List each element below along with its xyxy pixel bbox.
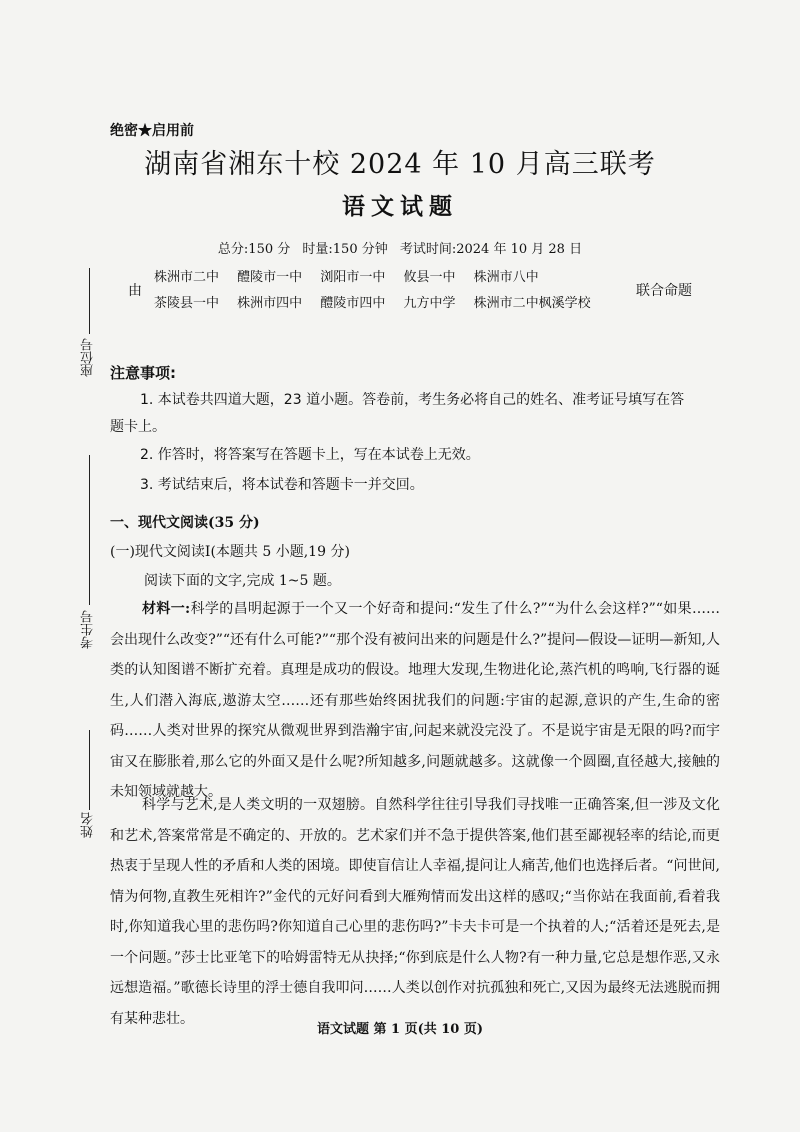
notice-item-3 — [110, 472, 720, 499]
material-paragraph-2 — [110, 790, 720, 1034]
section-heading: 一、现代文阅读(35 分) — [110, 515, 260, 531]
school-name: 株洲市四中 — [237, 296, 303, 311]
school-name: 九方中学 — [403, 296, 456, 311]
school-name: 浏阳市一中 — [320, 270, 386, 285]
reading-instruction: 阅读下面的文字,完成 1~5 题。 — [144, 573, 341, 589]
exam-date: 考试时间:2024 年 10 月 28 日 — [399, 242, 583, 257]
name-line — [89, 730, 90, 810]
seat-number-line — [89, 268, 90, 334]
paragraph-text: 科学的昌明起源于一个又一个好奇和提问:“发生了什么?”“为什么会这样?”“如果……会出现什么改变?”“还有什么可能?”“那个没有被问出来的问题是什么?”提问—假设—证明—新知,人类的认知图谱不断扩充着。真理是成功的假设。地理大发现,生物进化论,蒸汽机的鸣响,飞行器的诞生,人们潜入海底,遨游太空……还有那些始终困扰我们的问题:宇宙的起源,意识的产生,生命的密码……人类对世界的探究从微观世界到浩瀚宇宙,问起来就没完没了。不是说宇宙是无限的吗?而宇宙又在膨胀着,那么它的外面又是什么呢?所知越多,问题就越多。这就像一个圆圈,直径越大,接触的未知领域就越大。 — [110, 601, 721, 800]
notice-text: 题卡上。 — [110, 419, 166, 435]
school-name: 醴陵市四中 — [320, 296, 386, 311]
duration: 时量:150 分钟 — [302, 242, 388, 257]
notice-item-2 — [110, 442, 720, 469]
notice-text: 2. 作答时，将答案写在答题卡上，写在本试卷上无效。 — [140, 447, 480, 463]
subsection-heading: (一)现代文阅读Ⅰ(本题共 5 小题,19 分) — [110, 544, 350, 560]
school-row-1 — [154, 266, 553, 285]
seat-number-label: 座位号 — [81, 338, 96, 377]
notice-text: 3. 考试结束后，将本试卷和答题卡一并交回。 — [140, 477, 424, 493]
exam-info — [0, 238, 800, 257]
material-paragraph-1 — [110, 594, 720, 808]
page-footer: 语文试题 第 1 页(共 10 页) — [316, 1022, 484, 1037]
exam-number-line — [89, 455, 90, 605]
notice-heading: 注意事项: — [110, 364, 176, 382]
secret-label: 绝密★启用前 — [110, 123, 194, 139]
school-name: 株洲市二中 — [154, 270, 220, 285]
notice-text: 1. 本试卷共四道大题，23 道小题。答卷前，考生务必将自己的姓名、准考证号填写在答 — [140, 392, 685, 408]
exam-number-label: 考生号 — [81, 610, 96, 649]
school-name: 茶陵县一中 — [154, 296, 220, 311]
exam-subject: 语文试题 — [342, 193, 458, 220]
material-label: 材料一: — [142, 601, 191, 617]
school-name: 株洲市二中枫溪学校 — [473, 296, 591, 311]
name-label: 姓名 — [81, 812, 96, 838]
school-name: 醴陵市一中 — [237, 270, 303, 285]
total-score: 总分:150 分 — [217, 242, 291, 257]
paragraph-text: 科学与艺术,是人类文明的一双翅膀。自然科学往往引导我们寻找唯一正确答案,但一涉及文化和艺术,答案常常是不确定的、开放的。艺术家们并不急于提供答案,他们甚至鄙视轻率的结论,而更热衷于呈现人性的矛盾和人类的困境。即使盲信让人幸福,提问让人痛苦,他们也选择后者。“问世间,情为何物,直教生死相许?”金代的元好问看到大雁殉情而发出这样的感叹;“当你站在我面前,看着我时,你知道我心里的悲伤吗?你知道自己心里的悲伤吗?”卡夫卡可是一个执着的人;“活着还是死去,是一个问题。”莎士比亚笔下的哈姆雷特无从抉择;“你到底是什么人物?有一种力量,它总是想作恶,又永远想造福。”歌德长诗里的浮士德自我叩问……人类以创作对抗孤独和死亡,又因为最终无法逃脱而拥有某种悲壮。 — [110, 797, 720, 1027]
school-name: 攸县一中 — [403, 270, 456, 285]
exam-title: 湖南省湘东十校 2024 年 10 月高三联考 — [144, 149, 656, 180]
school-name: 株洲市八中 — [473, 270, 539, 285]
school-row-2 — [154, 292, 605, 311]
joint-authorship: 联合命题 — [636, 283, 692, 299]
notice-item-1 — [110, 387, 720, 441]
committee-prefix: 由 — [128, 283, 142, 299]
